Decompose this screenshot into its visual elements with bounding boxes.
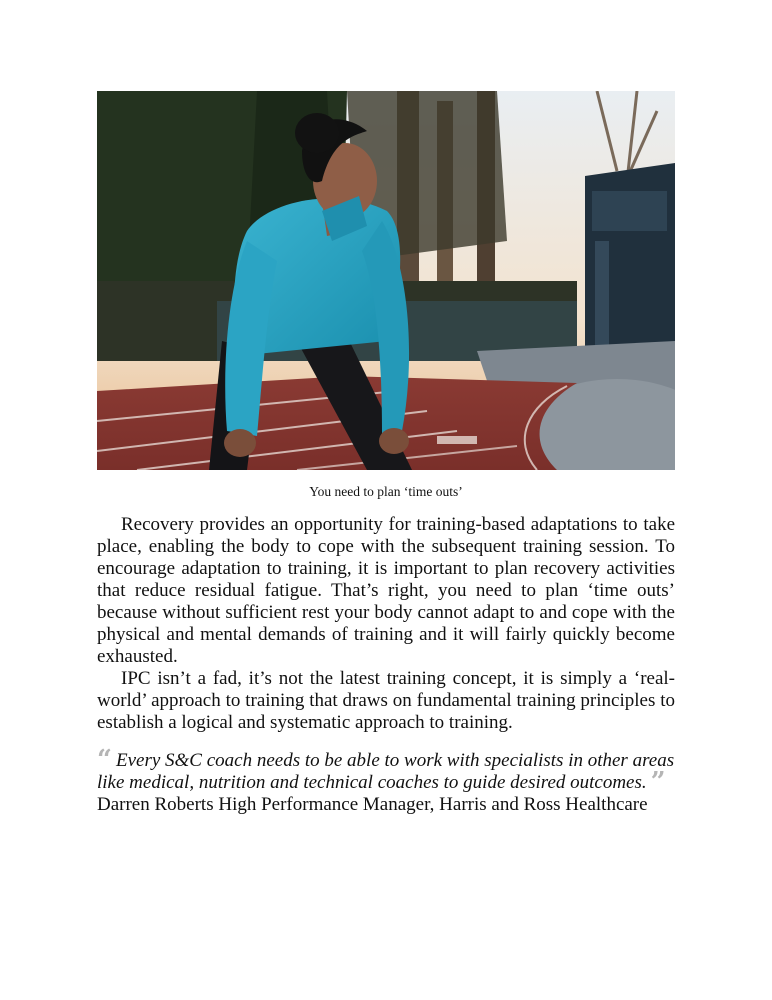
figure-caption: You need to plan ‘time outs’ [309, 484, 463, 499]
body-text [97, 514, 675, 734]
runner-photo [97, 91, 675, 470]
paragraph-ipc: IPC isn’t a fad, it’s not the latest training concept, it is simply a ‘real-world’ approach to training that draws on fundamental training principles to establish a logical and systematic approach to training. [97, 668, 675, 733]
paragraph-recovery: Recovery provides an opportunity for training-based adaptations to take place, enabling the body to cope with the subsequent training session. To encourage adaptation to training, it is important to plan recovery activities that reduce residual fatigue. That’s right, you need to plan ‘time outs’ because without sufficient rest your body cannot adapt to and cope with the physical and mental demands of training and it will fairly quickly become exhausted. [97, 514, 675, 667]
quote-text: Every S&C coach needs to be able to work with specialists in other areas like medical, nutrition and technical coaches to guide desired outcomes. [97, 750, 675, 793]
pull-quote [97, 745, 675, 816]
open-quote-icon: “ [97, 745, 112, 775]
close-quote-icon: ” [650, 767, 666, 797]
runner-photo-illustration [97, 91, 675, 470]
quote-attribution: Darren Roberts High Performance Manager, Harris and Ross Healthcare [97, 794, 648, 815]
quote-text-block [97, 745, 675, 797]
